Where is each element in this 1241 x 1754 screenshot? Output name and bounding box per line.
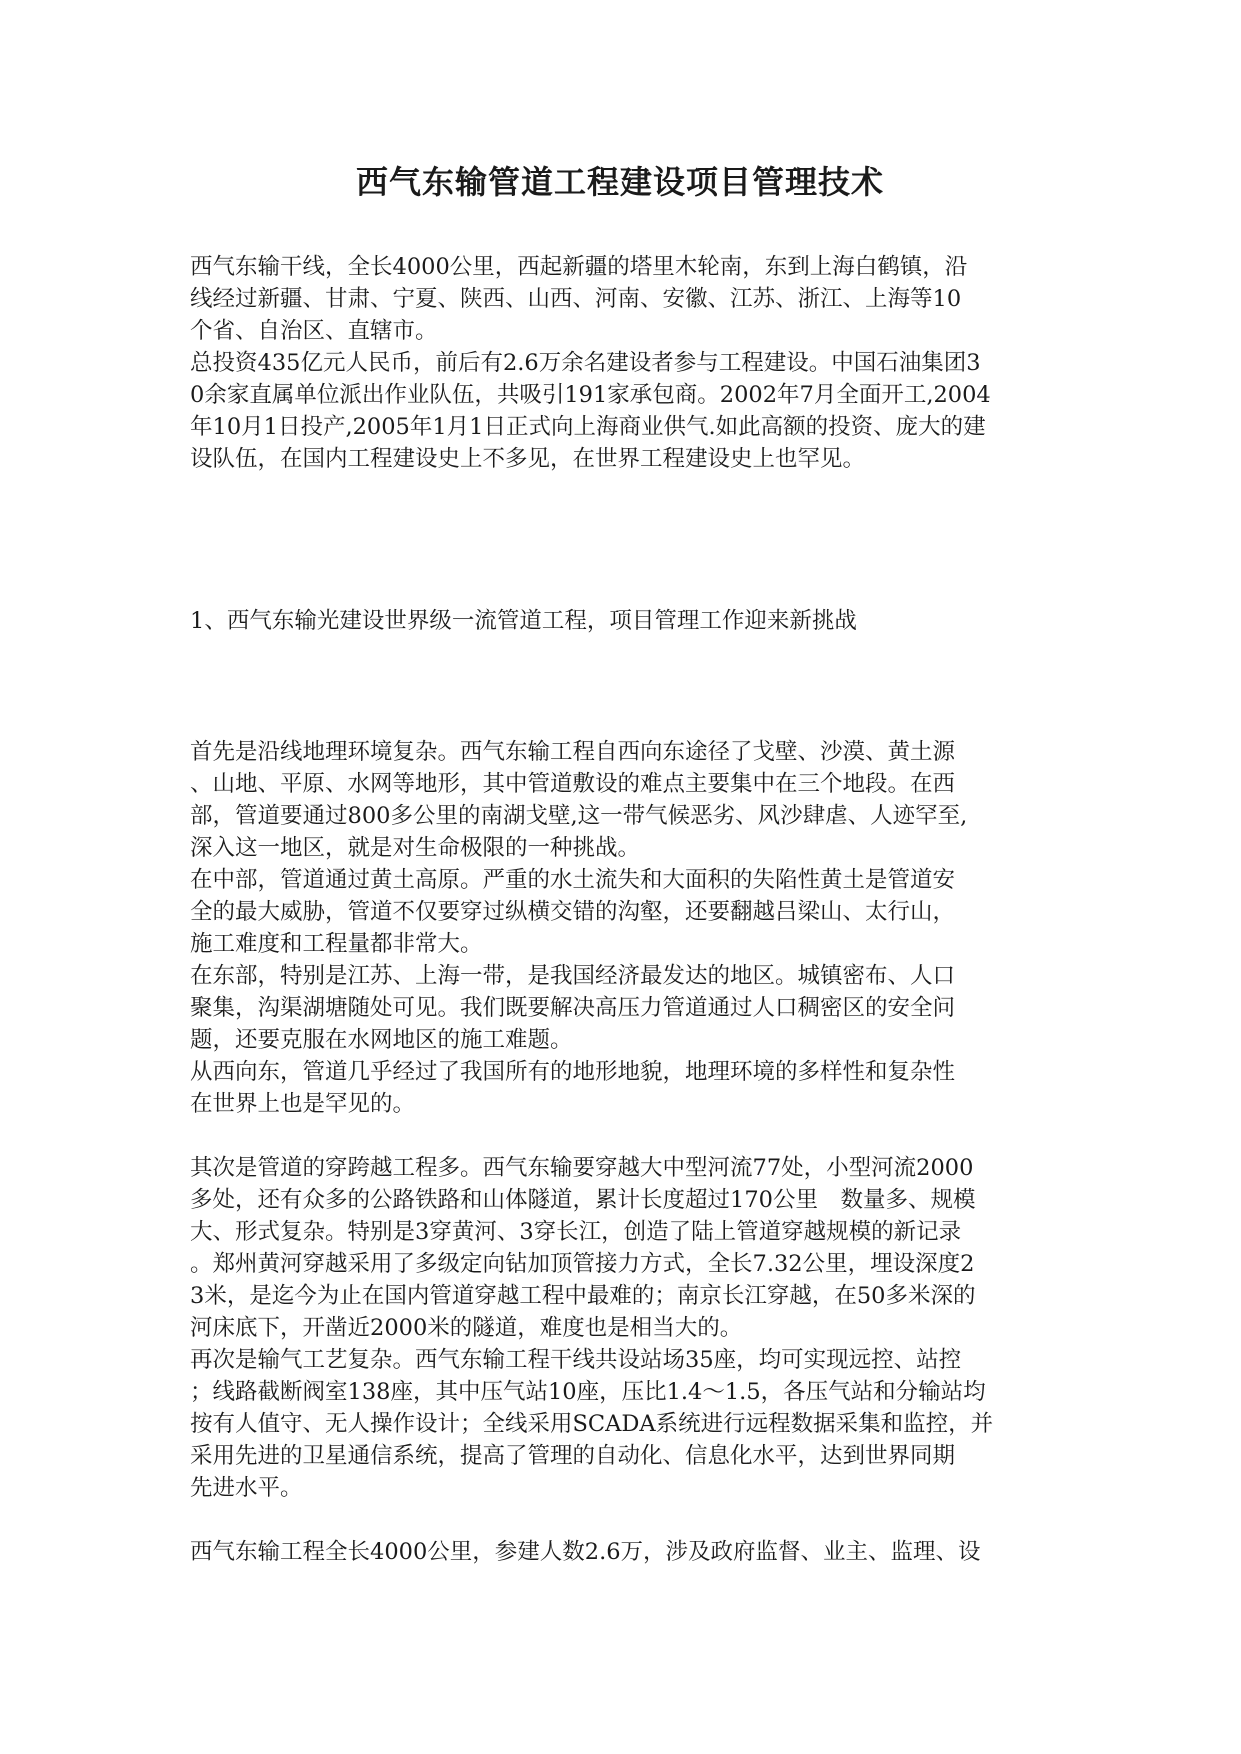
text-line: 、山地、平原、水网等地形，其中管道敷设的难点主要集中在三个地段。在西 — [190, 771, 956, 797]
text-line: 全的最大威胁，管道不仅要穿过纵横交错的沟壑，还要翻越吕梁山、太行山， — [190, 899, 956, 925]
text-line: 大、形式复杂。特别是3穿黄河、3穿长江，创造了陆上管道穿越规模的新记录 — [190, 1219, 962, 1245]
text-line: 先进水平。 — [190, 1475, 303, 1501]
text-line: 3米，是迄今为止在国内管道穿越工程中最难的；南京长江穿越，在50多米深的 — [190, 1283, 976, 1309]
document-title: 西气东输管道工程建设项目管理技术 — [355, 163, 884, 201]
text-line: 部，管道要通过800多公里的南湖戈壁,这一带气候恶劣、风沙肆虐、人迹罕至, — [190, 803, 968, 829]
text-line: 。郑州黄河穿越采用了多级定向钻加顶管接力方式，全长7.32公里，埋设深度2 — [190, 1251, 975, 1277]
text-line: 按有人值守、无人操作设计；全线采用SCADA系统进行远程数据采集和监控，并 — [190, 1411, 994, 1437]
text-line: 聚集，沟渠湖塘随处可见。我们既要解决高压力管道通过人口稠密区的安全问 — [190, 995, 956, 1021]
text-line: 西气东输工程全长4000公里，参建人数2.6万，涉及政府监督、业主、监理、设 — [190, 1539, 981, 1565]
text-line: 从西向东，管道几乎经过了我国所有的地形地貌，地理环境的多样性和复杂性 — [190, 1059, 956, 1085]
text-line: 其次是管道的穿跨越工程多。西气东输要穿越大中型河流77处，小型河流2000 — [190, 1155, 974, 1181]
text-line: 深入这一地区，就是对生命极限的一种挑战。 — [190, 835, 641, 861]
text-line: ；线路截断阀室138座，其中压气站10座，压比1.4～1.5，各压气站和分输站均 — [190, 1379, 986, 1405]
text-line: 首先是沿线地理环境复杂。西气东输工程自西向东途径了戈壁、沙漠、黄土源 — [190, 739, 956, 765]
text-line: 在中部，管道通过黄土高原。严重的水土流失和大面积的失陷性黄土是管道安 — [190, 867, 956, 893]
section-heading: 1、西气东输光建设世界级一流管道工程，项目管理工作迎来新挑战 — [190, 608, 857, 634]
text-line: 线经过新疆、甘肃、宁夏、陕西、山西、河南、安徽、江苏、浙江、上海等10 — [190, 286, 962, 312]
text-line: 个省、自治区、直辖市。 — [190, 318, 438, 344]
text-line: 采用先进的卫星通信系统，提高了管理的自动化、信息化水平，达到世界同期 — [190, 1443, 956, 1469]
text-line: 0余家直属单位派出作业队伍，共吸引191家承包商。2002年7月全面开工,2004 — [190, 382, 991, 408]
text-line: 施工难度和工程量都非常大。 — [190, 931, 483, 957]
text-line: 西气东输干线，全长4000公里，西起新疆的塔里木轮南，东到上海白鹤镇，沿 — [190, 254, 968, 280]
text-line: 多处，还有众多的公路铁路和山体隧道，累计长度超过170公里 数量多、规模 — [190, 1187, 976, 1213]
text-line: 在世界上也是罕见的。 — [190, 1091, 416, 1117]
text-line: 再次是输气工艺复杂。西气东输工程干线共设站场35座，均可实现远控、站控 — [190, 1347, 962, 1373]
text-line: 总投资435亿元人民币，前后有2.6万余名建设者参与工程建设。中国石油集团3 — [190, 350, 981, 376]
text-line: 题，还要克服在水网地区的施工难题。 — [190, 1027, 573, 1053]
text-line: 设队伍，在国内工程建设史上不多见，在世界工程建设史上也罕见。 — [190, 446, 866, 472]
text-line: 年10月1日投产,2005年1月1日正式向上海商业供气.如此高额的投资、庞大的建 — [190, 414, 986, 440]
text-line: 河床底下，开凿近2000米的隧道，难度也是相当大的。 — [190, 1315, 743, 1341]
text-line: 在东部，特别是江苏、上海一带，是我国经济最发达的地区。城镇密布、人口 — [190, 963, 956, 989]
